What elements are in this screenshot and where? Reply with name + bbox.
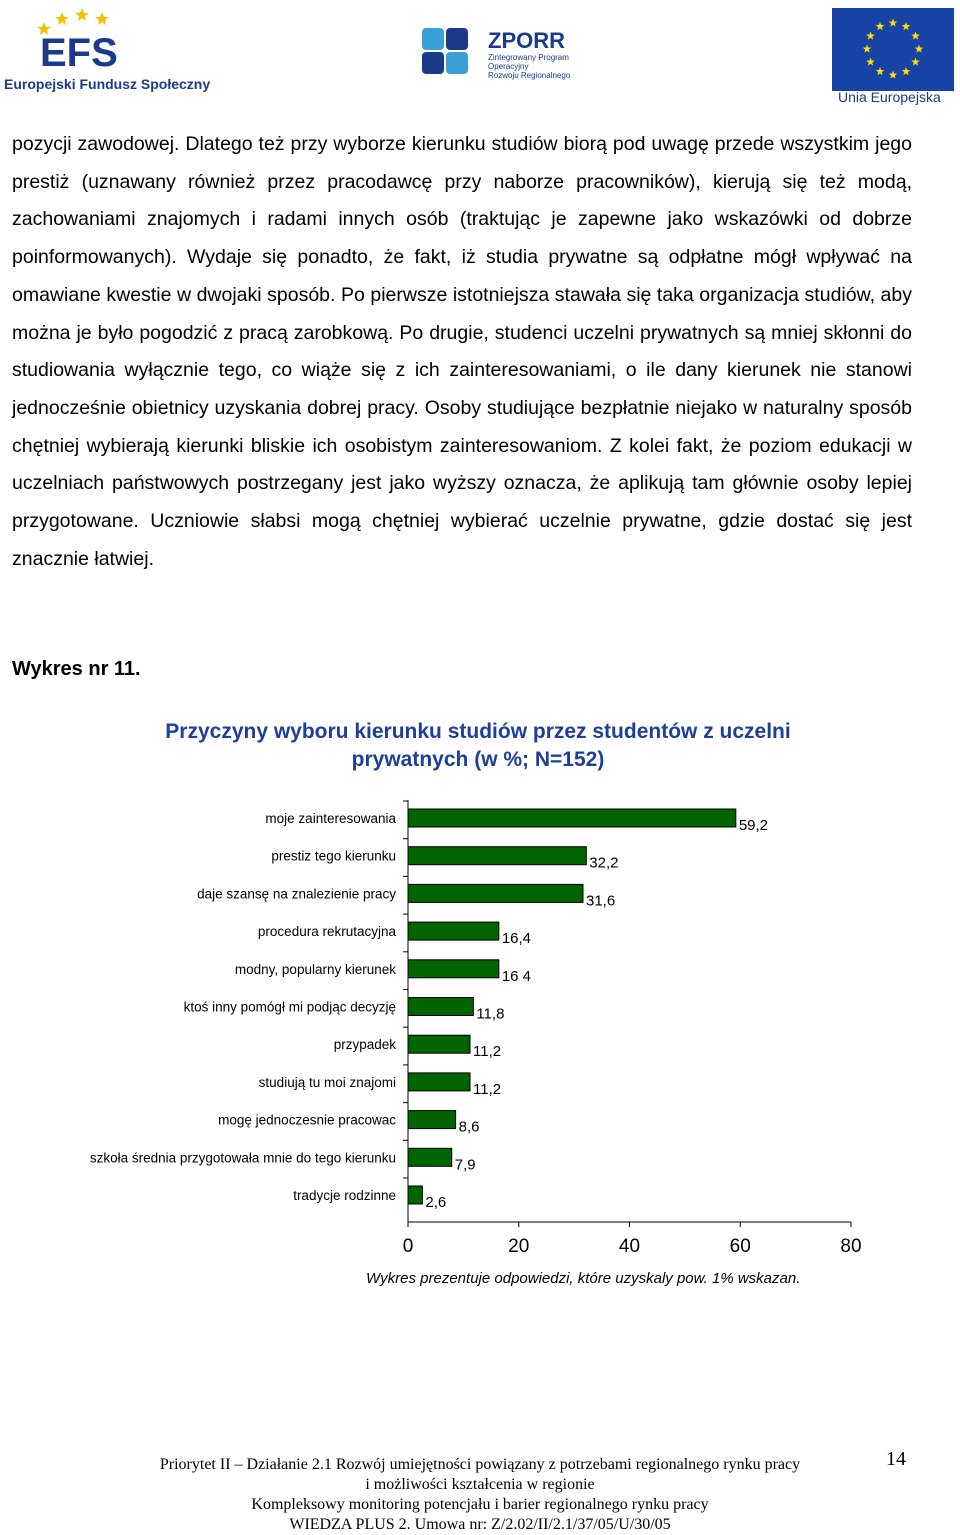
chart-value-label: 16 4 <box>501 967 532 985</box>
chart-value-label: 2,6 <box>425 1194 447 1211</box>
chart-bar <box>408 1148 452 1166</box>
eu-flag-icon <box>832 8 954 91</box>
eu-caption: Unia Europejska <box>838 89 941 105</box>
chart-bar <box>408 809 736 827</box>
chart-bar <box>408 884 583 902</box>
efs-caption: Europejski Fundusz Społeczny <box>4 76 211 92</box>
chart-category-label: studiują tu moi znajomi <box>258 1074 396 1090</box>
chart-category-label: szkoła średnia przygotowała mnie do tego kierunku <box>89 1150 396 1166</box>
body-paragraph <box>12 126 912 578</box>
footer-line-3: Kompleksowy monitoring potencjału i barier regionalnego rynku pracy <box>251 1496 709 1513</box>
zporr-sub3: Rozwoju Regionalnego <box>488 71 571 80</box>
chart-value-label: 31,6 <box>585 892 616 910</box>
footer-line-2: i możliwości kształcenia w regionie <box>365 1476 595 1493</box>
chart-category-label: przypadek <box>333 1037 396 1053</box>
chart-title: Przyczyny wyboru kierunku studiów przez studentów z uczelni prywatnych (w %; N=152) <box>165 720 791 771</box>
chart-value-label: 11,2 <box>473 1043 502 1061</box>
footer-line-4: WIEDZA PLUS 2. Umowa nr: Z/2.02/II/2.1/37/05/U/30/05 <box>289 1516 671 1533</box>
chart-value-label: 7,9 <box>454 1156 476 1174</box>
footer-line-1: Priorytet II – Działanie 2.1 Rozwój umiejętności powiązany z potrzebami regionalnego rynku pracy <box>159 1456 801 1473</box>
chart-x-tick-label: 60 <box>729 1236 751 1257</box>
chart-x-tick-label: 20 <box>508 1236 530 1257</box>
chart-bar <box>408 1111 456 1129</box>
chart-category-label: ktoś inny pomógł mi podjąc decyzję <box>183 999 396 1015</box>
chart-note: Wykres prezentuje odpowiedzi, które uzyskaly pow. 1% wskazan. <box>366 1270 801 1287</box>
chart-bar <box>408 998 473 1016</box>
chart-bar <box>408 1035 470 1053</box>
chart-category-label: prestiz tego kierunku <box>271 848 396 864</box>
chart-category-label: mogę jednoczesnie pracowac <box>218 1112 396 1128</box>
chart-value-label: 11,2 <box>473 1080 502 1098</box>
chart-category-label: daje szansę na znalezienie pracy <box>197 886 396 902</box>
chart-x-tick-label: 80 <box>840 1236 862 1257</box>
chart-category-label: moje zainteresowania <box>265 811 396 826</box>
chart-x-tick-label: 40 <box>618 1236 641 1257</box>
page-footer <box>40 1455 920 1535</box>
chart-bar <box>408 922 499 940</box>
zporr-title: ZPORR <box>488 28 565 53</box>
chart-x-tick-label: 0 <box>402 1236 414 1257</box>
page-header <box>0 0 960 110</box>
paragraph-text: pozycji zawodowej. Dlatego też przy wyborze kierunku studiów biorą pod uwagę przede wszystkim jego prestiż (uznawany również przez pracodawcę przy naborze pracowników), kierują się też modą, zachowaniami znajomych i radami innych osób (traktując je zapewne jako wskazówki od dobrze poinformowanych). Wydaje się ponadto, że fakt, iż studia prywatne są odpłatne mógł wpływać na omawiane kwestie w dwojaki sposób. Po pierwsze istotniejsza stawała się taka organizacja studiów, aby można je było pogodzić z pracą zarobkową. Po drugie, studenci uczelni prywatnych są mniej skłonni do studiowania wyłącznie tego, co wiąże się z ich zainteresowaniami, o ile dany kierunek nie stanowi jednocześnie obietnicy uzyskania dobrej pracy. Osoby studiujące bezpłatnie niejako w naturalny sposób chętniej wybierają kierunki bliskie ich osobistym zainteresowaniom. Z kolei fakt, że poziom edukacji w uczelniach państwowych postrzegany jest jako wyższy oznacza, że aplikują tam głównie osoby lepiej przygotowane. Uczniowie słabsi mogą chętniej wybierać uczelnie prywatne, gdzie dostać się jest znacznie łatwiej. <box>12 133 912 570</box>
efs-logo-text: EFS <box>40 31 118 75</box>
chart-category-label: tradycje rodzinne <box>293 1188 396 1203</box>
chart-bar <box>408 960 499 978</box>
chart-value-label: 32,2 <box>589 854 619 872</box>
zporr-sub2: Operacyjny <box>488 62 529 71</box>
chart-value-label: 8,6 <box>458 1118 480 1136</box>
chart-category-label: procedura rekrutacyjna <box>257 924 396 940</box>
zporr-logo <box>418 22 588 90</box>
chart-caption: Wykres nr 11. <box>12 658 141 680</box>
chart-value-label: 16,4 <box>501 930 532 948</box>
zporr-sub1: Zintegrowany Program <box>488 53 569 62</box>
bar-chart <box>0 790 960 1310</box>
chart-category-label: modny, popularny kierunek <box>234 961 396 977</box>
chart-bar <box>408 847 586 865</box>
chart-bar <box>408 1186 422 1204</box>
chart-bar <box>408 1073 470 1091</box>
page-number: 14 <box>886 1448 906 1470</box>
chart-value-label: 11,8 <box>476 1005 505 1023</box>
chart-value-label: 59,2 <box>738 817 769 834</box>
